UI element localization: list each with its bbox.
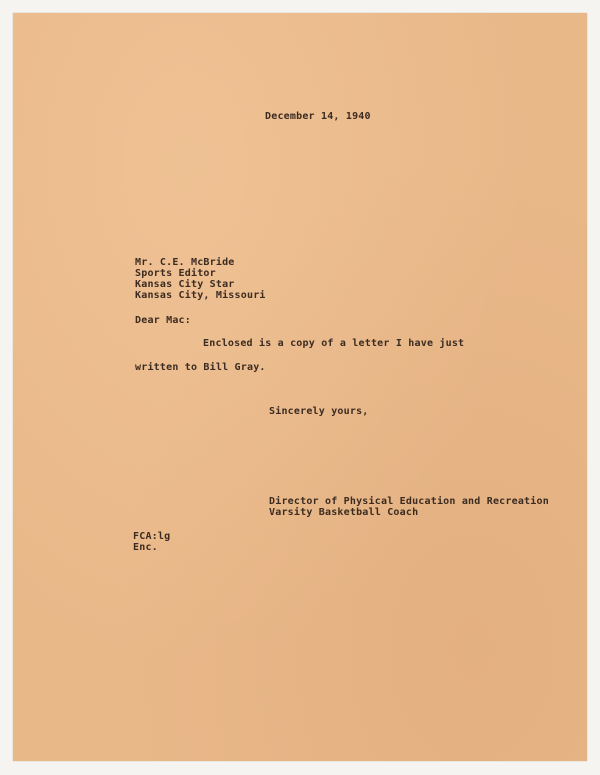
body-line-2: written to Bill Gray.	[135, 362, 266, 373]
salutation: Dear Mac:	[135, 315, 191, 326]
letter-date: December 14, 1940	[265, 111, 371, 122]
recipient-city: Kansas City, Missouri	[135, 290, 266, 301]
recipient-name: Mr. C.E. McBride	[135, 257, 235, 268]
reference-initials: FCA:lg	[133, 531, 171, 542]
signature-title-2: Varsity Basketball Coach	[269, 507, 419, 518]
signature-block	[269, 496, 549, 518]
body-line-1: Enclosed is a copy of a letter I have just	[203, 338, 465, 349]
recipient-title: Sports Editor	[135, 268, 216, 279]
letter-page	[13, 13, 587, 761]
closing: Sincerely yours,	[269, 406, 369, 417]
signature-title-1: Director of Physical Education and Recreation	[269, 496, 549, 507]
enclosure-note: Enc.	[133, 542, 158, 553]
reference-block	[133, 531, 170, 553]
recipient-address	[135, 257, 266, 301]
recipient-organization: Kansas City Star	[135, 279, 235, 290]
